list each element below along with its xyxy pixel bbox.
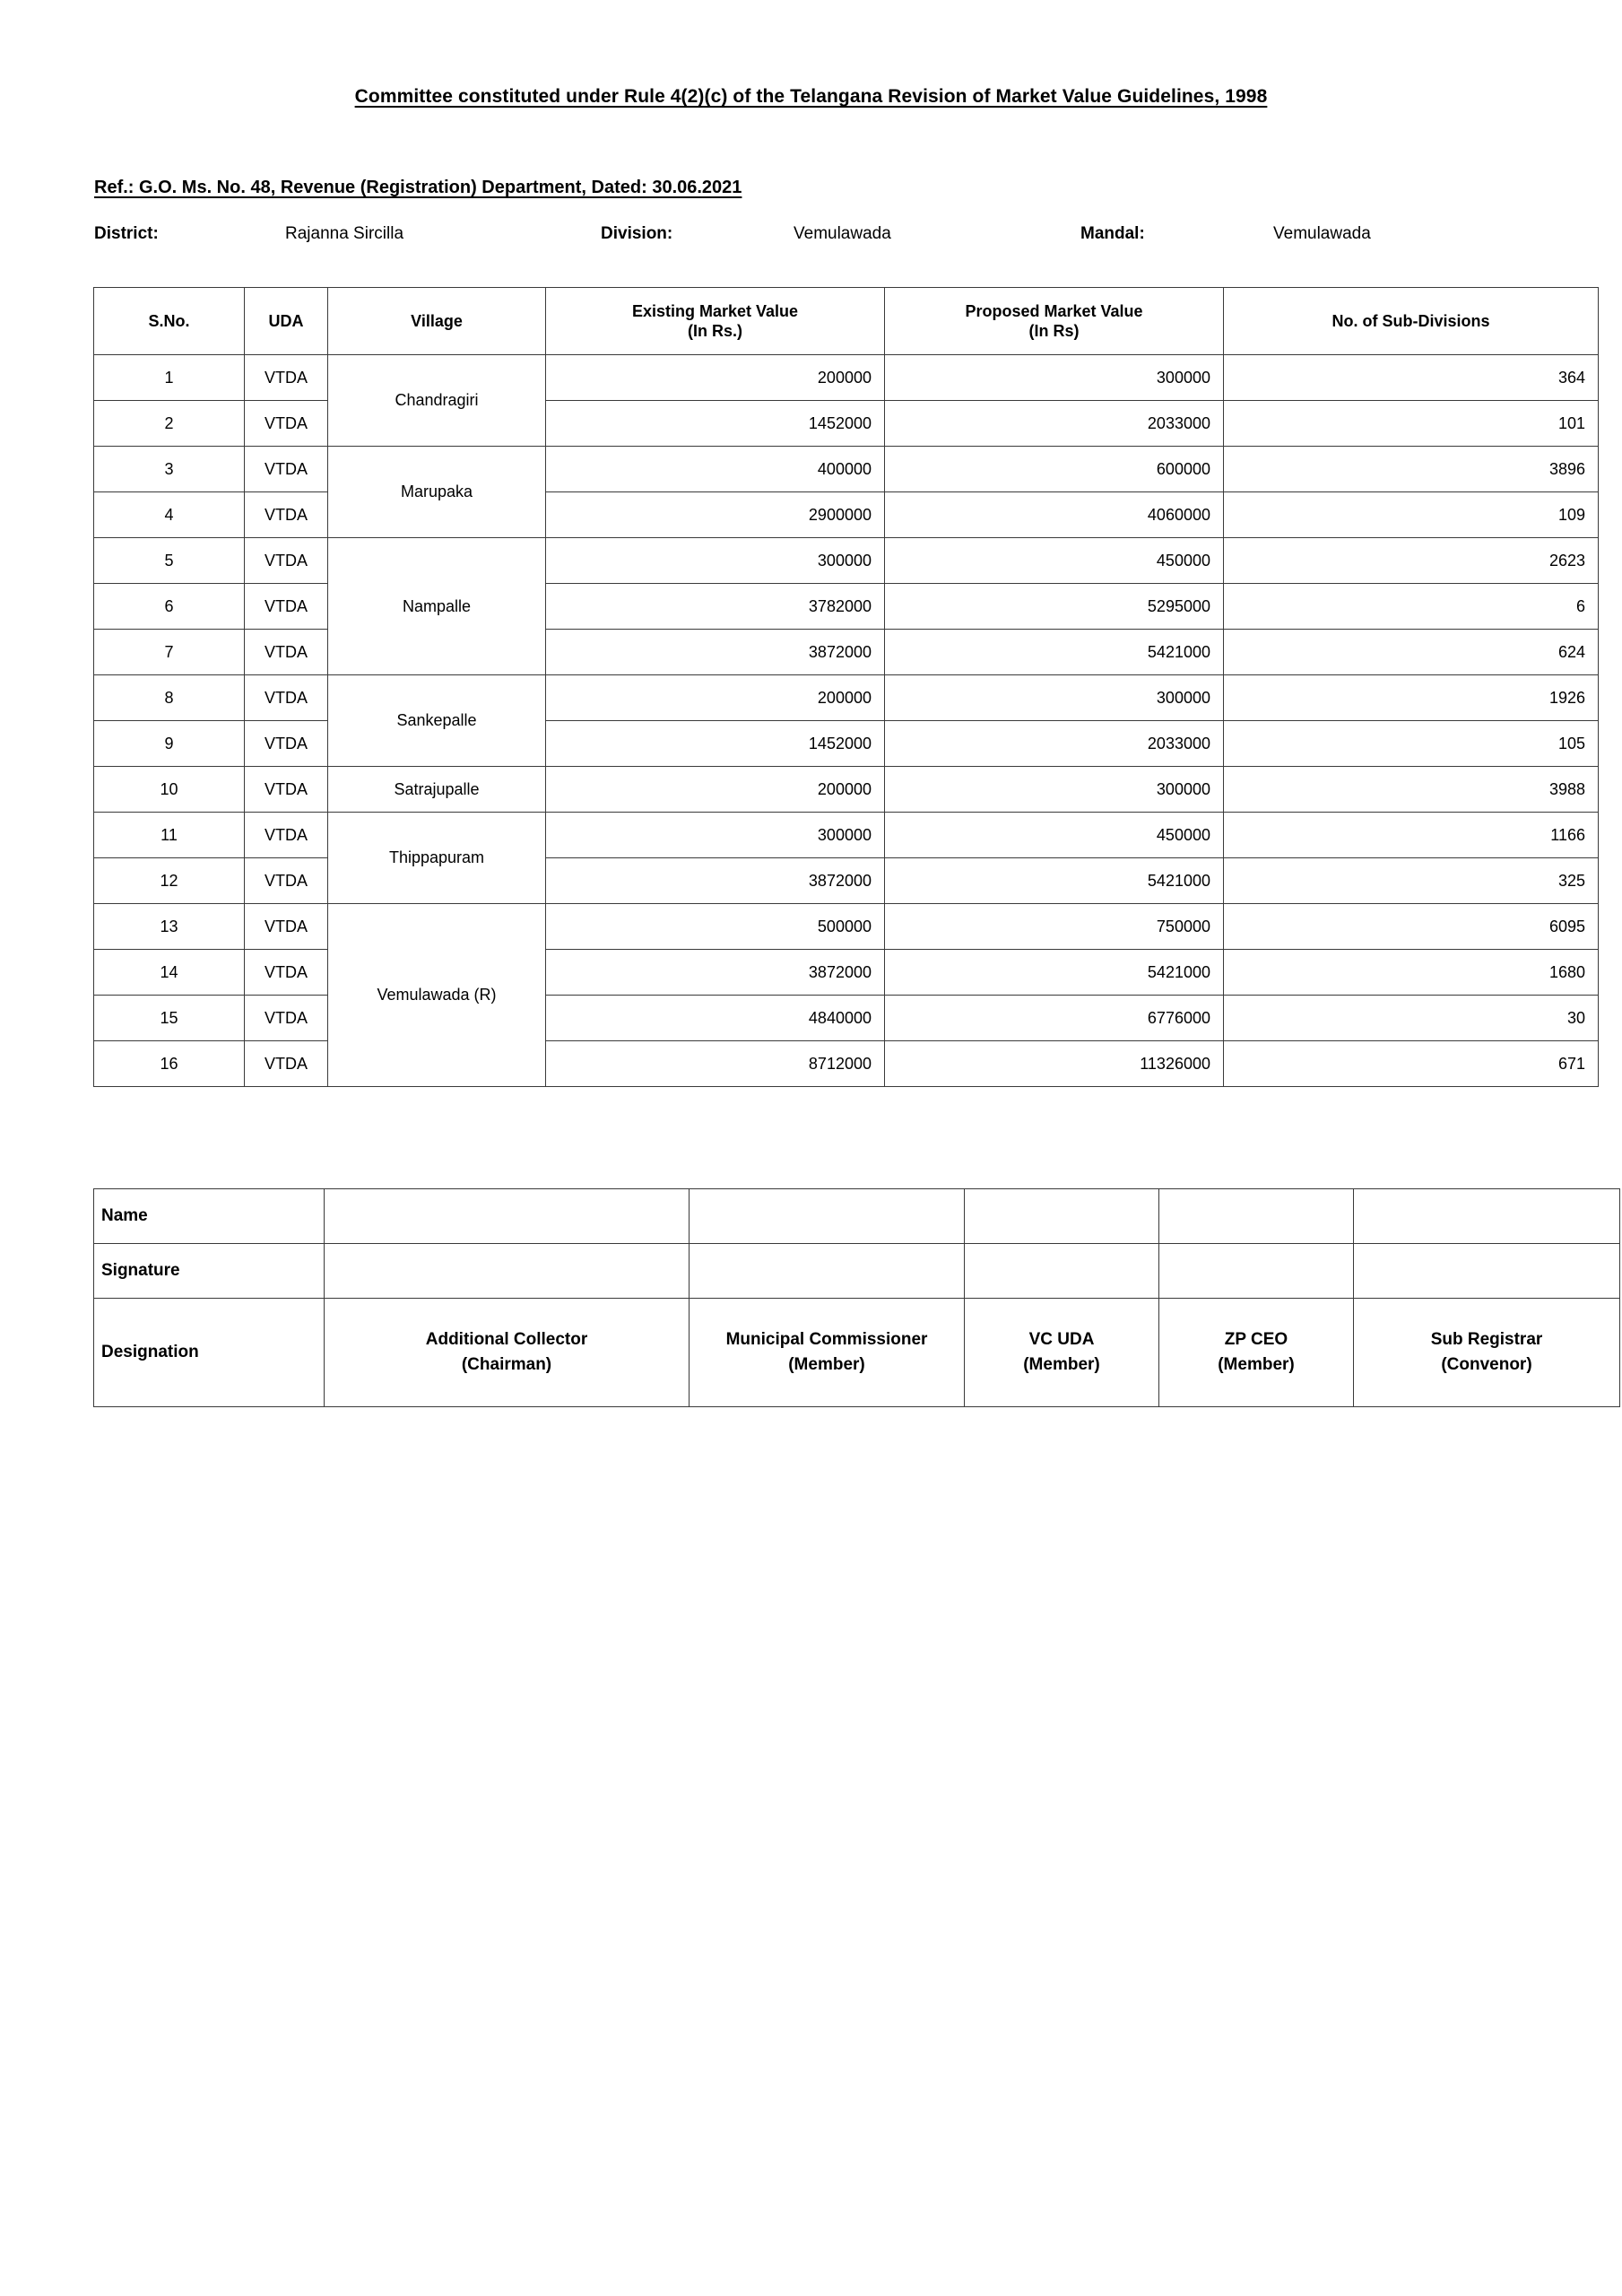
cell-proposed-market-value: 6776000 bbox=[885, 996, 1224, 1041]
header-existing-market-value bbox=[546, 288, 885, 355]
cell-existing-market-value: 4840000 bbox=[546, 996, 885, 1041]
cell-subdivisions: 624 bbox=[1224, 630, 1599, 675]
name-entry-field[interactable] bbox=[690, 1189, 965, 1244]
designation-title: ZP CEO bbox=[1224, 1330, 1288, 1350]
reference-line-text: Ref.: G.O. Ms. No. 48, Revenue (Registration) Department, Dated: 30.06.2021 bbox=[94, 178, 742, 197]
cell-proposed-market-value: 450000 bbox=[885, 813, 1224, 858]
header-village: Village bbox=[328, 288, 546, 355]
name-entry-field[interactable] bbox=[965, 1189, 1159, 1244]
cell-uda: VTDA bbox=[245, 538, 328, 584]
table-row bbox=[94, 447, 1599, 492]
cell-existing-market-value: 200000 bbox=[546, 767, 885, 813]
table-row bbox=[94, 355, 1599, 401]
mandal-label: Mandal: bbox=[1080, 224, 1145, 243]
cell-village: Nampalle bbox=[328, 538, 546, 675]
designation-cell bbox=[965, 1299, 1159, 1407]
table-header-row bbox=[94, 288, 1599, 355]
cell-sno: 1 bbox=[94, 355, 245, 401]
cell-village: Vemulawada (R) bbox=[328, 904, 546, 1087]
signature-entry-field[interactable] bbox=[1159, 1244, 1354, 1299]
cell-subdivisions: 325 bbox=[1224, 858, 1599, 904]
name-entry-field[interactable] bbox=[1159, 1189, 1354, 1244]
cell-existing-market-value: 300000 bbox=[546, 813, 885, 858]
designation-title: Additional Collector bbox=[425, 1330, 588, 1350]
designation-cell bbox=[690, 1299, 965, 1407]
cell-existing-market-value: 8712000 bbox=[546, 1041, 885, 1087]
designation-cell bbox=[325, 1299, 690, 1407]
cell-existing-market-value: 200000 bbox=[546, 355, 885, 401]
signature-entry-field[interactable] bbox=[325, 1244, 690, 1299]
cell-village: Chandragiri bbox=[328, 355, 546, 447]
header-existing-line1: Existing Market Value bbox=[631, 301, 799, 320]
market-value-table-container bbox=[93, 287, 1585, 1087]
cell-sno: 16 bbox=[94, 1041, 245, 1087]
cell-uda: VTDA bbox=[245, 355, 328, 401]
district-label: District: bbox=[94, 224, 159, 243]
header-uda: UDA bbox=[245, 288, 328, 355]
signature-row-signature bbox=[94, 1244, 1620, 1299]
cell-proposed-market-value: 2033000 bbox=[885, 721, 1224, 767]
cell-subdivisions: 364 bbox=[1224, 355, 1599, 401]
cell-uda: VTDA bbox=[245, 675, 328, 721]
cell-proposed-market-value: 300000 bbox=[885, 355, 1224, 401]
cell-uda: VTDA bbox=[245, 813, 328, 858]
reference-line bbox=[94, 178, 742, 198]
cell-proposed-market-value: 4060000 bbox=[885, 492, 1224, 538]
cell-proposed-market-value: 11326000 bbox=[885, 1041, 1224, 1087]
cell-sno: 14 bbox=[94, 950, 245, 996]
table-row bbox=[94, 858, 1599, 904]
cell-uda: VTDA bbox=[245, 767, 328, 813]
cell-existing-market-value: 200000 bbox=[546, 675, 885, 721]
cell-subdivisions: 1926 bbox=[1224, 675, 1599, 721]
table-row bbox=[94, 950, 1599, 996]
cell-uda: VTDA bbox=[245, 996, 328, 1041]
table-row bbox=[94, 904, 1599, 950]
cell-subdivisions: 6095 bbox=[1224, 904, 1599, 950]
cell-sno: 10 bbox=[94, 767, 245, 813]
signature-row-name bbox=[94, 1189, 1620, 1244]
cell-sno: 7 bbox=[94, 630, 245, 675]
cell-sno: 4 bbox=[94, 492, 245, 538]
designation-role: (Member) bbox=[1218, 1355, 1295, 1374]
cell-proposed-market-value: 300000 bbox=[885, 767, 1224, 813]
mandal-value: Vemulawada bbox=[1273, 224, 1371, 243]
cell-village: Thippapuram bbox=[328, 813, 546, 904]
document-meta-row bbox=[94, 224, 1529, 251]
district-value: Rajanna Sircilla bbox=[285, 224, 404, 243]
header-proposed-line1: Proposed Market Value bbox=[965, 301, 1143, 320]
cell-uda: VTDA bbox=[245, 950, 328, 996]
designation-role: (Chairman) bbox=[461, 1355, 552, 1374]
table-row bbox=[94, 675, 1599, 721]
division-label: Division: bbox=[601, 224, 673, 243]
cell-subdivisions: 101 bbox=[1224, 401, 1599, 447]
signature-entry-field[interactable] bbox=[965, 1244, 1159, 1299]
designation-cell bbox=[1159, 1299, 1354, 1407]
cell-sno: 9 bbox=[94, 721, 245, 767]
cell-uda: VTDA bbox=[245, 584, 328, 630]
header-sno: S.No. bbox=[94, 288, 245, 355]
table-row bbox=[94, 1041, 1599, 1087]
cell-sno: 8 bbox=[94, 675, 245, 721]
header-existing-line2: (In Rs.) bbox=[688, 322, 742, 340]
cell-village: Sankepalle bbox=[328, 675, 546, 767]
cell-existing-market-value: 1452000 bbox=[546, 721, 885, 767]
cell-village: Satrajupalle bbox=[328, 767, 546, 813]
cell-existing-market-value: 300000 bbox=[546, 538, 885, 584]
signature-table bbox=[93, 1188, 1620, 1407]
cell-subdivisions: 671 bbox=[1224, 1041, 1599, 1087]
cell-sno: 3 bbox=[94, 447, 245, 492]
cell-sno: 13 bbox=[94, 904, 245, 950]
market-value-table-body bbox=[94, 355, 1599, 1087]
designation-title: Sub Registrar bbox=[1430, 1330, 1543, 1350]
cell-uda: VTDA bbox=[245, 1041, 328, 1087]
designation-title: Municipal Commissioner bbox=[725, 1330, 928, 1350]
cell-sno: 12 bbox=[94, 858, 245, 904]
cell-proposed-market-value: 5295000 bbox=[885, 584, 1224, 630]
cell-proposed-market-value: 5421000 bbox=[885, 950, 1224, 996]
cell-subdivisions: 109 bbox=[1224, 492, 1599, 538]
table-row bbox=[94, 996, 1599, 1041]
table-row bbox=[94, 538, 1599, 584]
designation-cell bbox=[1354, 1299, 1620, 1407]
cell-existing-market-value: 1452000 bbox=[546, 401, 885, 447]
cell-proposed-market-value: 600000 bbox=[885, 447, 1224, 492]
designation-role: (Convenor) bbox=[1441, 1355, 1532, 1374]
cell-sno: 5 bbox=[94, 538, 245, 584]
signature-label-signature: Signature bbox=[94, 1244, 325, 1299]
table-row bbox=[94, 721, 1599, 767]
name-entry-field[interactable] bbox=[1354, 1189, 1620, 1244]
cell-existing-market-value: 3872000 bbox=[546, 858, 885, 904]
cell-subdivisions: 1680 bbox=[1224, 950, 1599, 996]
signature-entry-field[interactable] bbox=[690, 1244, 965, 1299]
name-entry-field[interactable] bbox=[325, 1189, 690, 1244]
cell-uda: VTDA bbox=[245, 858, 328, 904]
designation-role: (Member) bbox=[788, 1355, 865, 1374]
cell-subdivisions: 105 bbox=[1224, 721, 1599, 767]
table-row bbox=[94, 584, 1599, 630]
signature-table-container bbox=[93, 1188, 1543, 1407]
table-row bbox=[94, 401, 1599, 447]
cell-subdivisions: 3896 bbox=[1224, 447, 1599, 492]
cell-sno: 2 bbox=[94, 401, 245, 447]
cell-existing-market-value: 3782000 bbox=[546, 584, 885, 630]
cell-existing-market-value: 3872000 bbox=[546, 630, 885, 675]
cell-sno: 15 bbox=[94, 996, 245, 1041]
cell-existing-market-value: 3872000 bbox=[546, 950, 885, 996]
cell-proposed-market-value: 750000 bbox=[885, 904, 1224, 950]
cell-subdivisions: 2623 bbox=[1224, 538, 1599, 584]
designation-role: (Member) bbox=[1023, 1355, 1100, 1374]
market-value-table-head bbox=[94, 288, 1599, 355]
signature-entry-field[interactable] bbox=[1354, 1244, 1620, 1299]
designation-title: VC UDA bbox=[1028, 1330, 1095, 1350]
signature-label-name: Name bbox=[94, 1189, 325, 1244]
page-title bbox=[0, 86, 1622, 108]
header-proposed-market-value bbox=[885, 288, 1224, 355]
cell-uda: VTDA bbox=[245, 401, 328, 447]
table-row bbox=[94, 813, 1599, 858]
table-row bbox=[94, 492, 1599, 538]
division-value: Vemulawada bbox=[794, 224, 891, 243]
cell-proposed-market-value: 300000 bbox=[885, 675, 1224, 721]
cell-proposed-market-value: 450000 bbox=[885, 538, 1224, 584]
signature-row-designation bbox=[94, 1299, 1620, 1407]
cell-proposed-market-value: 5421000 bbox=[885, 630, 1224, 675]
page-title-text: Committee constituted under Rule 4(2)(c) of the Telangana Revision of Market Value Guidelines, 1998 bbox=[354, 86, 1268, 107]
signature-table-body bbox=[94, 1189, 1620, 1407]
cell-uda: VTDA bbox=[245, 721, 328, 767]
cell-uda: VTDA bbox=[245, 447, 328, 492]
cell-uda: VTDA bbox=[245, 904, 328, 950]
cell-subdivisions: 6 bbox=[1224, 584, 1599, 630]
cell-proposed-market-value: 2033000 bbox=[885, 401, 1224, 447]
cell-uda: VTDA bbox=[245, 630, 328, 675]
cell-existing-market-value: 500000 bbox=[546, 904, 885, 950]
cell-sno: 6 bbox=[94, 584, 245, 630]
cell-subdivisions: 3988 bbox=[1224, 767, 1599, 813]
cell-subdivisions: 30 bbox=[1224, 996, 1599, 1041]
cell-existing-market-value: 2900000 bbox=[546, 492, 885, 538]
header-proposed-line2: (In Rs) bbox=[1028, 322, 1080, 340]
table-row bbox=[94, 630, 1599, 675]
cell-existing-market-value: 400000 bbox=[546, 447, 885, 492]
cell-uda: VTDA bbox=[245, 492, 328, 538]
cell-proposed-market-value: 5421000 bbox=[885, 858, 1224, 904]
table-row bbox=[94, 767, 1599, 813]
cell-subdivisions: 1166 bbox=[1224, 813, 1599, 858]
signature-label-designation: Designation bbox=[94, 1299, 325, 1407]
cell-sno: 11 bbox=[94, 813, 245, 858]
cell-village: Marupaka bbox=[328, 447, 546, 538]
market-value-table bbox=[93, 287, 1599, 1087]
header-subdivisions: No. of Sub-Divisions bbox=[1224, 288, 1599, 355]
